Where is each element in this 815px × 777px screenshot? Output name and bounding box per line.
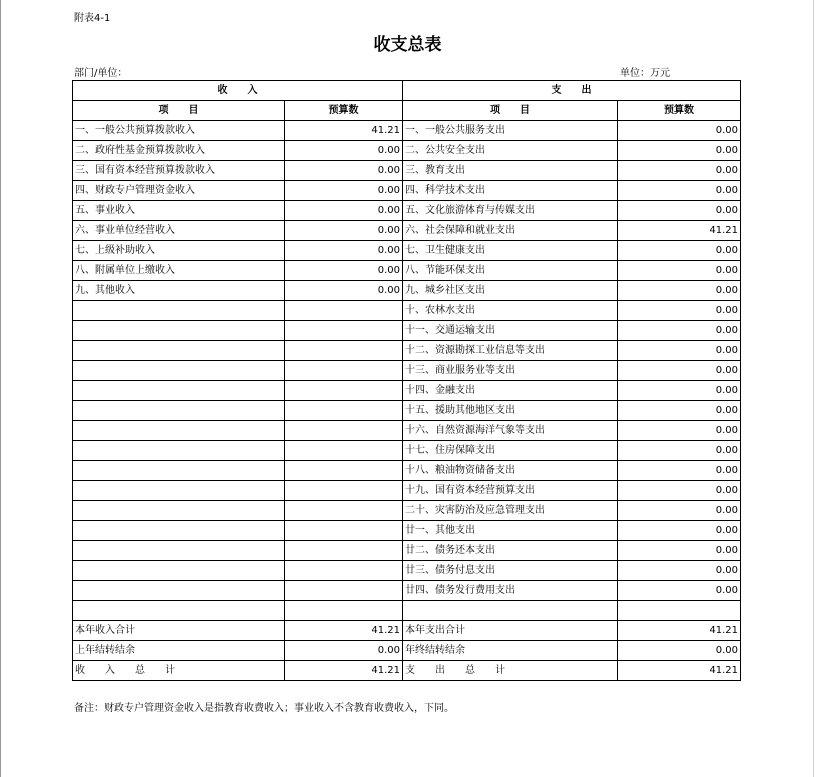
expense-item-cell: 四、科学技术支出 (403, 181, 618, 201)
expense-item-cell: 二、公共安全支出 (403, 141, 618, 161)
expense-amount-cell: 0.00 (618, 181, 741, 201)
income-item-cell: 九、其他收入 (73, 281, 285, 301)
expense-amount-cell: 0.00 (618, 381, 741, 401)
expense-amount-cell: 0.00 (618, 521, 741, 541)
expense-item-cell: 十一、交通运输支出 (403, 321, 618, 341)
income-item-cell (73, 381, 285, 401)
income-amount-cell (285, 481, 403, 501)
table-row (73, 421, 741, 441)
income-item-cell: 五、事业收入 (73, 201, 285, 221)
expense-amount-cell: 0.00 (618, 321, 741, 341)
table-row (73, 361, 741, 381)
income-item-cell (73, 421, 285, 441)
expense-amount-cell: 0.00 (618, 141, 741, 161)
table-row (73, 501, 741, 521)
income-item-header: 项 目 (73, 101, 285, 121)
table-row (73, 561, 741, 581)
table-row (73, 221, 741, 241)
expense-item-cell: 十六、自然资源海洋气象等支出 (403, 421, 618, 441)
expense-item-cell: 十五、援助其他地区支出 (403, 401, 618, 421)
income-amount-cell: 41.21 (285, 661, 403, 681)
expense-amount-cell: 0.00 (618, 641, 741, 661)
income-section-header: 收 入 (73, 81, 403, 101)
table-row (73, 281, 741, 301)
expense-item-cell: 十三、商业服务业等支出 (403, 361, 618, 381)
income-amount-cell: 0.00 (285, 201, 403, 221)
expense-amount-cell: 0.00 (618, 161, 741, 181)
income-item-cell (73, 361, 285, 381)
income-item-cell (73, 321, 285, 341)
table-row (73, 381, 741, 401)
expense-amount-cell: 0.00 (618, 361, 741, 381)
income-amount-header: 预算数 (285, 101, 403, 121)
income-amount-cell (285, 361, 403, 381)
expense-item-cell: 六、社会保障和就业支出 (403, 221, 618, 241)
income-item-cell: 二、政府性基金预算拨款收入 (73, 141, 285, 161)
income-amount-cell: 0.00 (285, 181, 403, 201)
income-item-cell: 本年收入合计 (73, 621, 285, 641)
expense-item-cell: 七、卫生健康支出 (403, 241, 618, 261)
table-section-header-row (73, 81, 741, 101)
table-row (73, 241, 741, 261)
attachment-reference: 附表4-1 (74, 13, 111, 24)
expense-amount-cell: 0.00 (618, 561, 741, 581)
table-row (73, 621, 741, 641)
table-row (73, 181, 741, 201)
expense-item-cell (403, 601, 618, 621)
budget-table (72, 80, 741, 681)
income-item-cell: 四、财政专户管理资金收入 (73, 181, 285, 201)
expense-amount-cell: 0.00 (618, 121, 741, 141)
unit-label: 单位：万元 (620, 68, 670, 79)
department-label: 部门/单位： (74, 68, 128, 79)
expense-item-cell: 十九、国有资本经营预算支出 (403, 481, 618, 501)
table-row (73, 321, 741, 341)
expense-amount-header: 预算数 (618, 101, 741, 121)
income-item-cell (73, 501, 285, 521)
income-item-cell: 上年结转结余 (73, 641, 285, 661)
table-row (73, 641, 741, 661)
expense-item-cell: 廿四、债务发行费用支出 (403, 581, 618, 601)
income-item-cell: 七、上级补助收入 (73, 241, 285, 261)
income-item-cell: 一、一般公共预算拨款收入 (73, 121, 285, 141)
income-item-cell: 六、事业单位经营收入 (73, 221, 285, 241)
expense-amount-cell: 41.21 (618, 221, 741, 241)
income-item-cell (73, 541, 285, 561)
income-amount-cell (285, 541, 403, 561)
income-amount-cell (285, 381, 403, 401)
income-item-cell: 收 入 总 计 (73, 661, 285, 681)
expense-amount-cell: 0.00 (618, 301, 741, 321)
income-amount-cell (285, 301, 403, 321)
income-amount-cell: 0.00 (285, 161, 403, 181)
income-amount-cell: 0.00 (285, 241, 403, 261)
income-amount-cell: 0.00 (285, 141, 403, 161)
expense-item-cell: 十二、资源勘探工业信息等支出 (403, 341, 618, 361)
expense-item-cell: 五、文化旅游体育与传媒支出 (403, 201, 618, 221)
expense-item-cell: 十七、住房保障支出 (403, 441, 618, 461)
income-amount-cell: 0.00 (285, 221, 403, 241)
table-row (73, 261, 741, 281)
income-item-cell (73, 561, 285, 581)
income-item-cell (73, 401, 285, 421)
expense-item-cell: 十、农林水支出 (403, 301, 618, 321)
expense-section-header: 支 出 (403, 81, 741, 101)
expense-item-cell: 廿三、债务付息支出 (403, 561, 618, 581)
expense-item-header: 项 目 (403, 101, 618, 121)
income-item-cell (73, 341, 285, 361)
table-row (73, 141, 741, 161)
income-amount-cell: 0.00 (285, 281, 403, 301)
page-title: 收支总表 (373, 35, 442, 55)
table-row (73, 601, 741, 621)
expense-item-cell: 三、教育支出 (403, 161, 618, 181)
income-amount-cell (285, 521, 403, 541)
table-row (73, 121, 741, 141)
income-item-cell (73, 581, 285, 601)
expense-amount-cell (618, 601, 741, 621)
income-amount-cell (285, 601, 403, 621)
income-amount-cell (285, 441, 403, 461)
expense-amount-cell: 0.00 (618, 261, 741, 281)
expense-item-cell: 九、城乡社区支出 (403, 281, 618, 301)
income-amount-cell: 0.00 (285, 641, 403, 661)
table-row (73, 441, 741, 461)
expense-amount-cell: 0.00 (618, 341, 741, 361)
expense-amount-cell: 41.21 (618, 661, 741, 681)
income-amount-cell (285, 421, 403, 441)
income-item-cell: 三、国有资本经营预算拨款收入 (73, 161, 285, 181)
expense-item-cell: 八、节能环保支出 (403, 261, 618, 281)
table-row (73, 541, 741, 561)
table-row (73, 661, 741, 681)
expense-amount-cell: 0.00 (618, 421, 741, 441)
expense-item-cell: 十四、金融支出 (403, 381, 618, 401)
expense-amount-cell: 41.21 (618, 621, 741, 641)
expense-item-cell: 支 出 总 计 (403, 661, 618, 681)
income-amount-cell (285, 461, 403, 481)
table-row (73, 521, 741, 541)
table-row (73, 201, 741, 221)
income-item-cell (73, 441, 285, 461)
income-item-cell (73, 601, 285, 621)
expense-amount-cell: 0.00 (618, 461, 741, 481)
table-row (73, 461, 741, 481)
income-amount-cell (285, 561, 403, 581)
footnote: 备注：财政专户管理资金收入是指教育收费收入；事业收入不含教育收费收入，下同。 (74, 703, 454, 714)
expense-item-cell: 本年支出合计 (403, 621, 618, 641)
income-amount-cell: 41.21 (285, 621, 403, 641)
budget-table-body (73, 81, 741, 681)
expense-amount-cell: 0.00 (618, 581, 741, 601)
income-amount-cell: 0.00 (285, 261, 403, 281)
expense-amount-cell: 0.00 (618, 281, 741, 301)
income-item-cell (73, 521, 285, 541)
page-left-border (0, 0, 1, 777)
income-amount-cell (285, 341, 403, 361)
table-row (73, 341, 741, 361)
expense-item-cell: 廿二、债务还本支出 (403, 541, 618, 561)
expense-amount-cell: 0.00 (618, 401, 741, 421)
income-amount-cell: 41.21 (285, 121, 403, 141)
income-amount-cell (285, 321, 403, 341)
table-row (73, 401, 741, 421)
income-item-cell (73, 481, 285, 501)
expense-item-cell: 廿一、其他支出 (403, 521, 618, 541)
expense-item-cell: 年终结转结余 (403, 641, 618, 661)
expense-amount-cell: 0.00 (618, 441, 741, 461)
table-row (73, 581, 741, 601)
expense-amount-cell: 0.00 (618, 481, 741, 501)
income-amount-cell (285, 501, 403, 521)
table-row (73, 161, 741, 181)
table-row (73, 301, 741, 321)
expense-amount-cell: 0.00 (618, 201, 741, 221)
expense-amount-cell: 0.00 (618, 241, 741, 261)
expense-item-cell: 二十、灾害防治及应急管理支出 (403, 501, 618, 521)
expense-item-cell: 十八、粮油物资储备支出 (403, 461, 618, 481)
table-row (73, 481, 741, 501)
expense-amount-cell: 0.00 (618, 541, 741, 561)
income-amount-cell (285, 581, 403, 601)
income-item-cell: 八、附属单位上缴收入 (73, 261, 285, 281)
expense-amount-cell: 0.00 (618, 501, 741, 521)
income-item-cell (73, 461, 285, 481)
page-right-border (813, 0, 814, 777)
income-amount-cell (285, 401, 403, 421)
income-item-cell (73, 301, 285, 321)
table-column-header-row (73, 101, 741, 121)
expense-item-cell: 一、一般公共服务支出 (403, 121, 618, 141)
